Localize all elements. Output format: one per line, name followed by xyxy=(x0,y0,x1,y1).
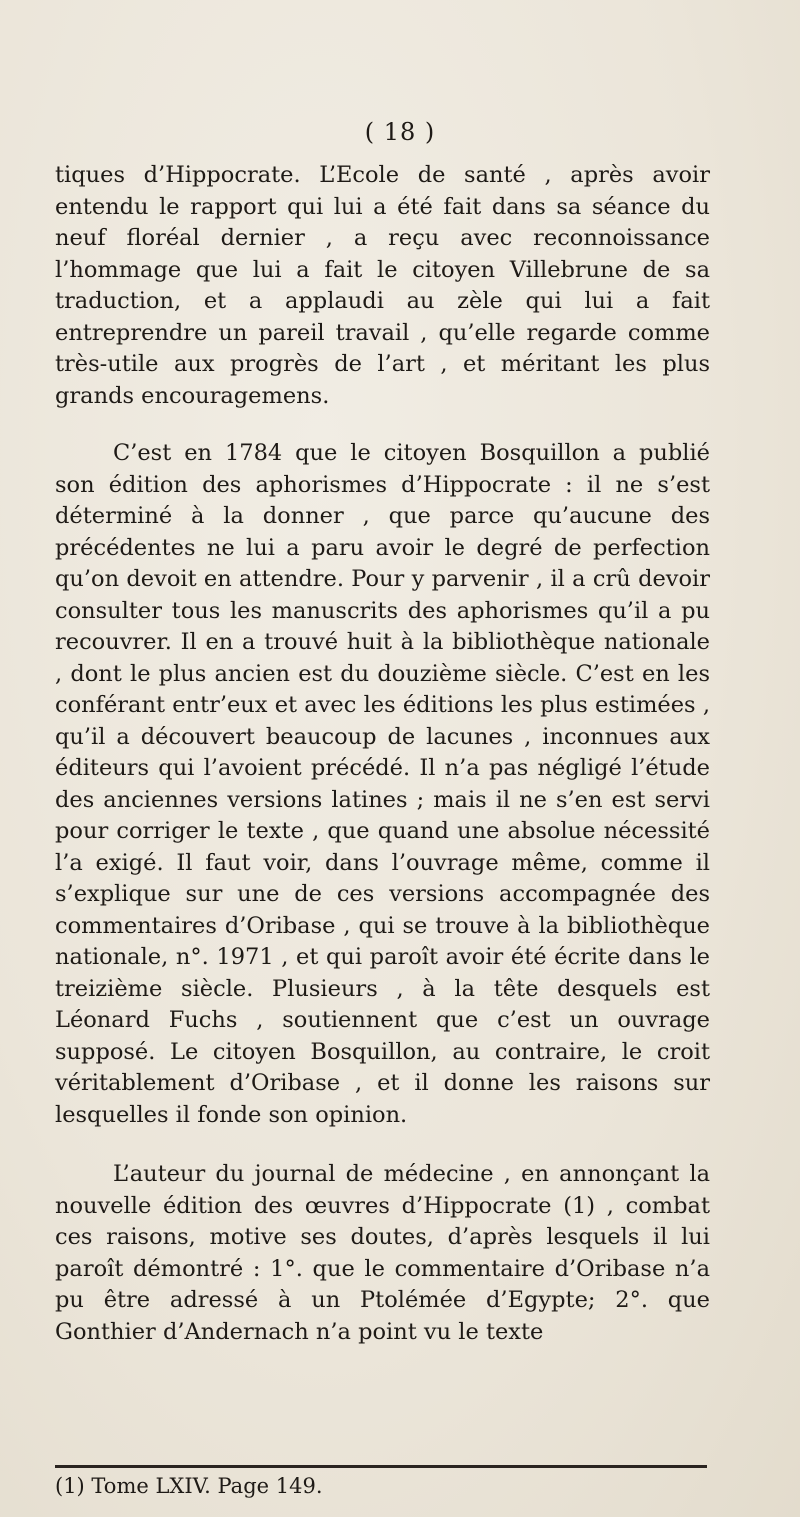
page-number: ( 18 ) xyxy=(364,118,436,146)
body-text xyxy=(55,160,710,1376)
paragraph-1: tiques d’Hippocrate. L’Ecole de santé , après avoir entendu le rapport qui lui a été fait dans sa séance du neuf floréal dernier , a reçu avec reconnoissance l’hommage que lui a fait le citoyen Villebrune de sa traduction, et a applaudi au zèle qui lui a fait entreprendre un pareil travail , qu’elle regarde comme très-utile aux progrès de l’art , et méritant les plus grands encouragemens. xyxy=(55,162,710,409)
footnote: (1) Tome LXIV. Page 149. xyxy=(55,1474,323,1498)
footnote-divider xyxy=(55,1465,707,1468)
paragraph-2: C’est en 1784 que le citoyen Bosquillon a publié son édition des aphorismes d’Hippocrate : il ne s’est déterminé à la donner , que parce qu’aucune des précédentes ne lui a paru avoir le degré de perfection qu’on devoit en attendre. Pour y parvenir , il a crû devoir consulter tous les manuscrits des aphorismes qu’il a pu recouvrer. Il en a trouvé huit à la bibliothèque nationale , dont le plus ancien est du douzième siècle. C’est en les conférant entr’eux et avec les éditions les plus estimées , qu’il a découvert beaucoup de lacunes , inconnues aux éditeurs qui l’avoient précédé. Il n’a pas négligé l’étude des anciennes versions latines ; mais il ne s’en est servi pour corriger le texte , que quand une absolue nécessité l’a exigé. Il faut voir, dans l’ouvrage même, comme il s’explique sur une de ces versions accompagnée des commentaires d’Oribase , qui se trouve à la bibliothèque nationale, n°. 1971 , et qui paroît avoir été écrite dans le treizième siècle. Plusieurs , à la tête desquels est Léonard Fuchs , soutiennent que c’est un ouvrage supposé. Le citoyen Bosquillon, au contraire, le croit véritablement d’Oribase , et il donne les raisons sur lesquelles il fonde son opinion. xyxy=(55,440,710,1128)
paragraph-3: L’auteur du journal de médecine , en annonçant la nouvelle édition des œuvres d’Hippocrate (1) , combat ces raisons, motive ses doutes, d’après lesquels il lui paroît démontré : 1°. que le commentaire d’Oribase n’a pu être adressé à un Ptolémée d’Egypte; 2°. que Gonthier d’Andernach n’a point vu le texte xyxy=(55,1161,710,1345)
